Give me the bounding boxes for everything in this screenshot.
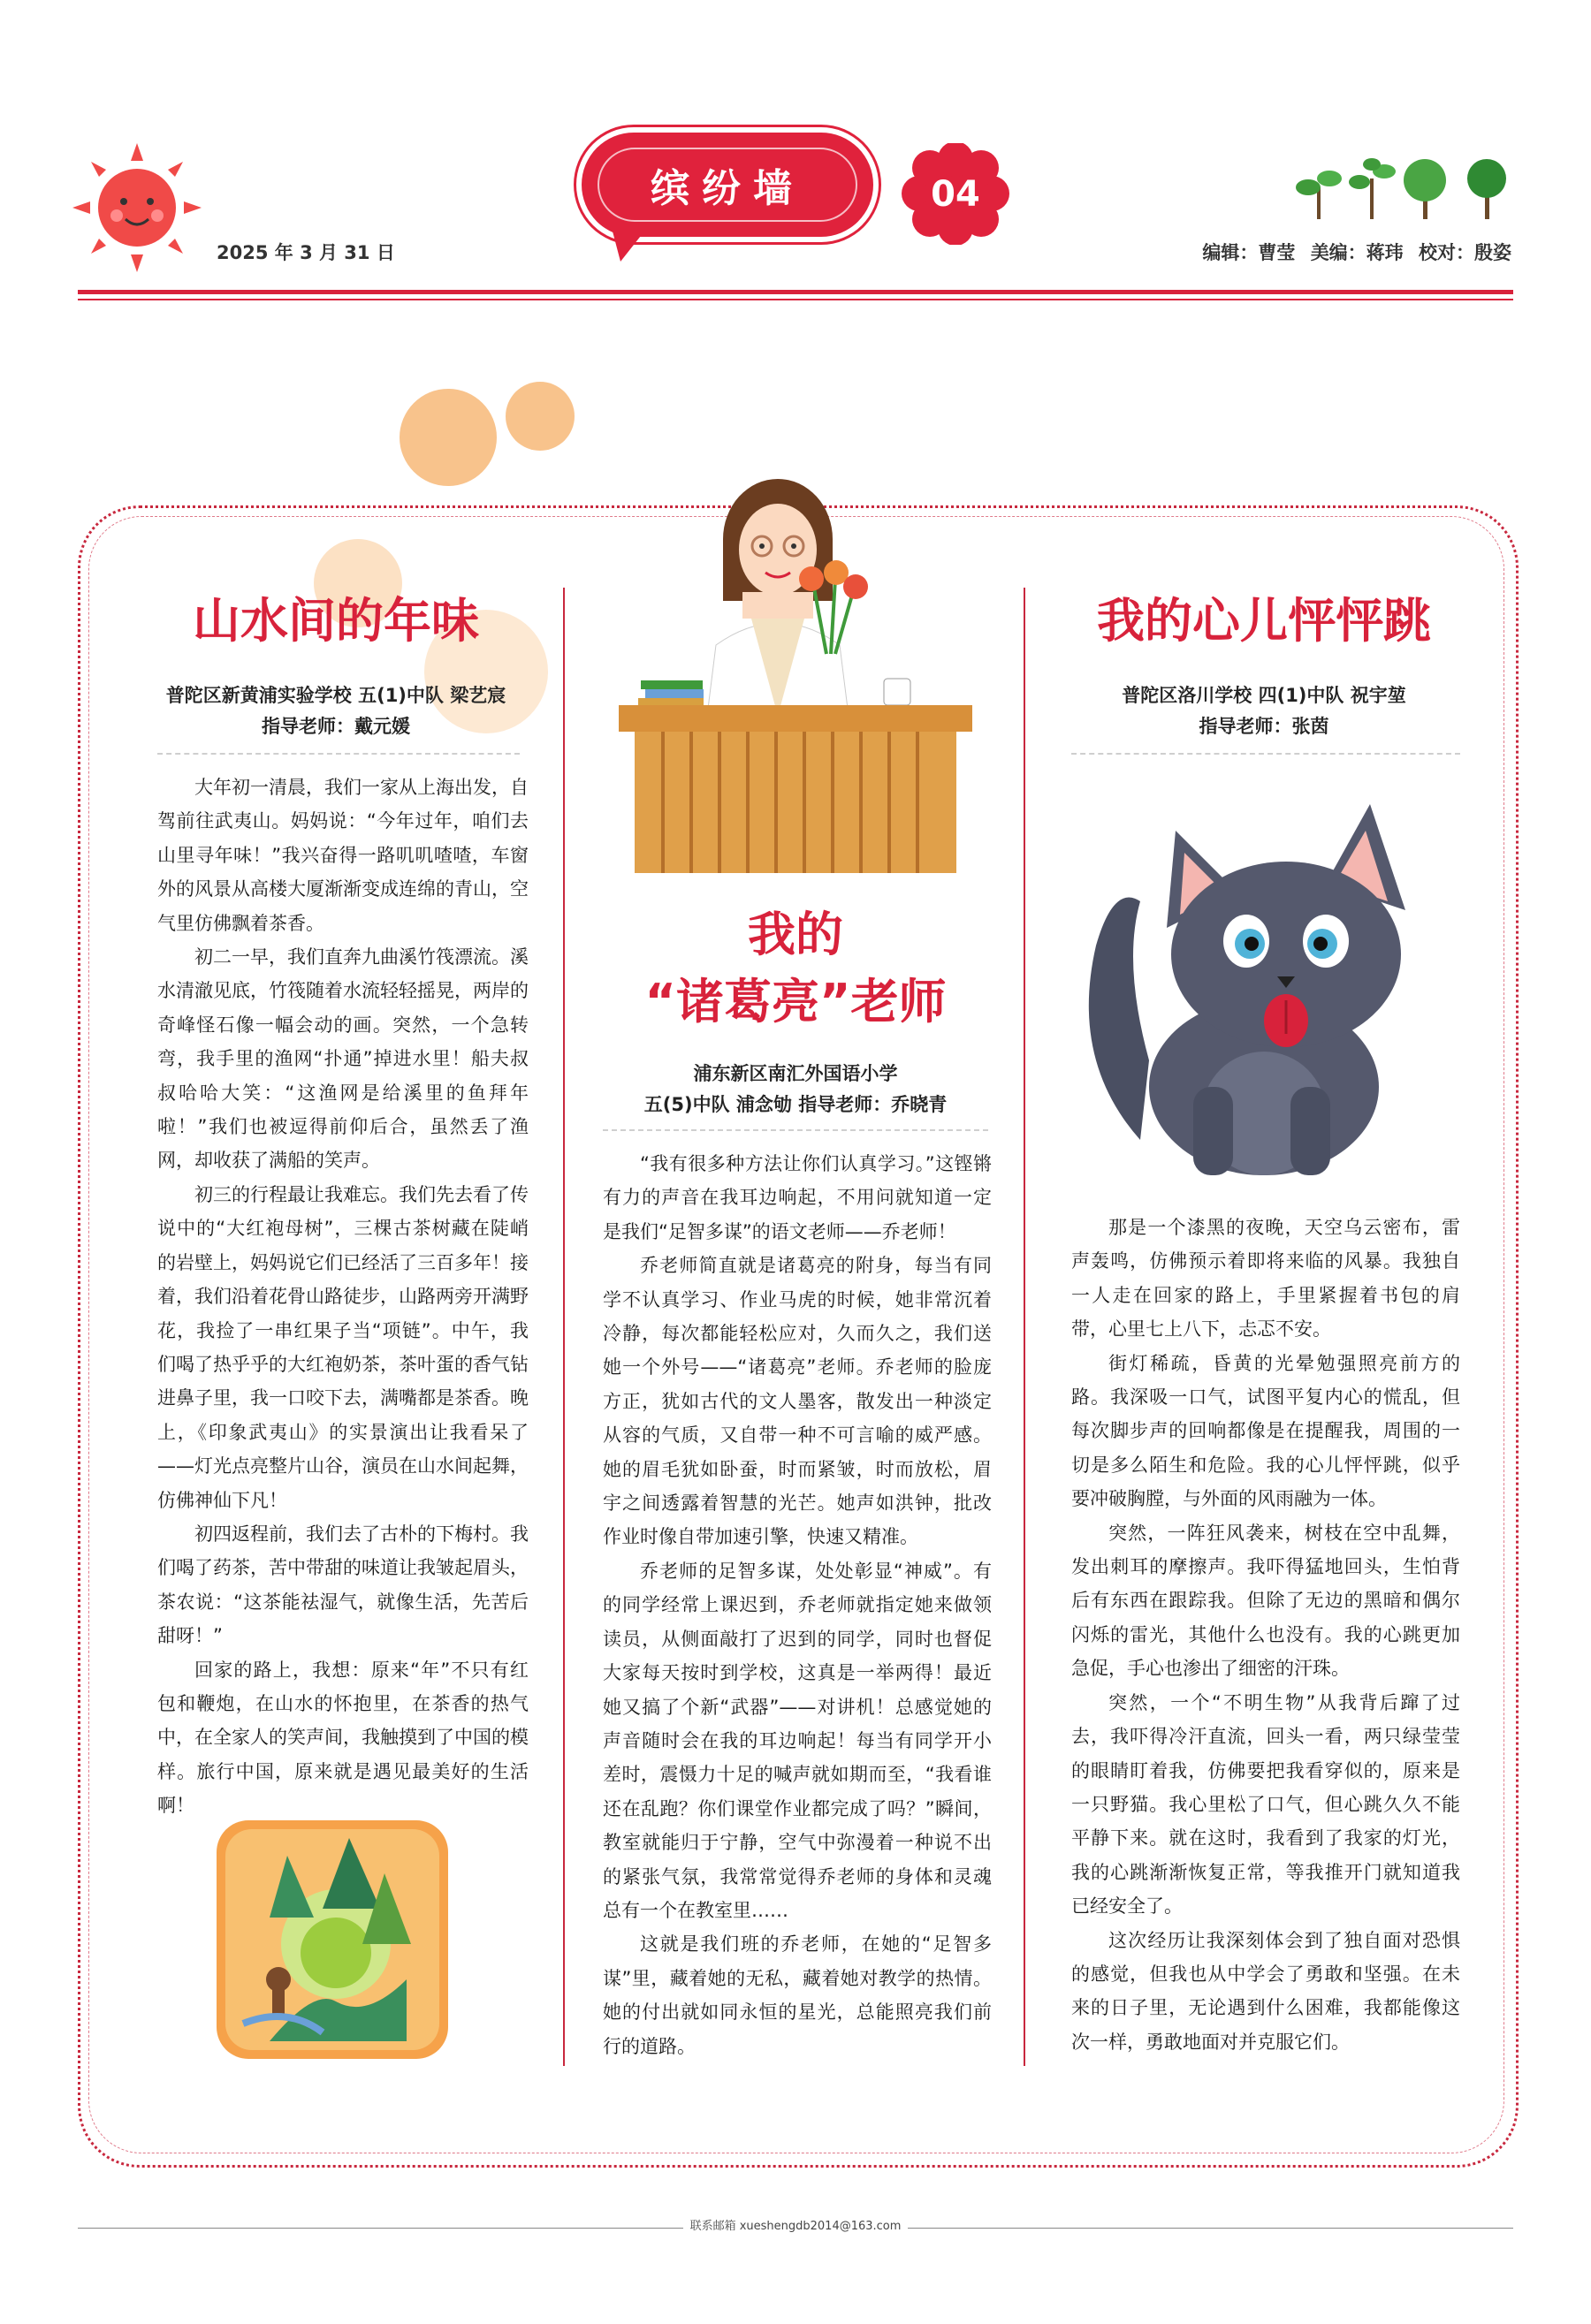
article-2-byline: [583, 1059, 1008, 1120]
article-3-byline: [1052, 680, 1476, 742]
contact-email: 联系邮箱 xueshengdb2014@163.com: [683, 2220, 909, 2233]
article-1-byline: [115, 680, 557, 742]
page-number: 04: [931, 173, 980, 215]
decor-circle: [506, 382, 575, 451]
article-3-body: [1071, 1211, 1460, 2059]
column-divider: [1024, 588, 1025, 2066]
sun-illustration: [71, 141, 203, 274]
article-2-paragraph: 这就是我们班的乔老师，在她的“足智多谋”里，藏着她的无私，藏着她对教学的热情。她的付出就如同永恒的星光，总能照亮我们前行的道路。: [603, 1933, 992, 2057]
article-1-paragraph: 初三的行程最让我难忘。我们先去看了传说中的“大红袍母树”，三棵古茶树藏在陡峭的岩壁上，妈妈说它们已经活了三百多年！接着，我们沿着花骨山路徒步，山路两旁开满野花，我捡了一串红果子当“项链”。中午，我们喝了热乎乎的大红袍奶茶，茶叶蛋的香气钻进鼻子里，我一口咬下去，满嘴都是茶香。晚上，《印象武夷山》的实景演出让我看呆了——灯光点亮整片山谷，演员在山水间起舞，仿佛神仙下凡！: [157, 1183, 529, 1511]
teacher-illustration: [610, 468, 981, 875]
section-title: 缤纷墙: [598, 148, 857, 222]
article-1-paragraph: 初四返程前，我们去了古朴的下梅村。我们喝了药茶，苦中带甜的味道让我皱起眉头，茶农说：“这茶能祛湿气，就像生活，先苦后甜呀！”: [157, 1523, 529, 1647]
byline-divider: [157, 753, 520, 755]
cat-illustration: [1061, 769, 1476, 1193]
article-1-paragraph: 回家的路上，我想：原来“年”不只有红包和鞭炮，在山水的怀抱里，在茶香的热气中，在全家人的笑声间，我触摸到了中国的模样。旅行中国，原来就是遇见最美好的生活啊！: [157, 1659, 529, 1817]
footer: [0, 2216, 1591, 2233]
article-2-school: 浦东新区南汇外国语小学: [693, 1063, 898, 1084]
article-3-school: 普陀区洛川学校 四(1)中队 祝宇堃: [1122, 685, 1406, 706]
header-rule: [78, 290, 1513, 294]
article-2-title-line-1: 我的: [748, 907, 843, 962]
issue-date: 2025 年 3 月 31 日: [217, 242, 395, 263]
article-2-body: [603, 1147, 992, 2063]
speech-tail-icon: [612, 228, 647, 263]
article-2-paragraph: “我有很多种方法让你们认真学习。”这铿锵有力的声音在我耳边响起，不用问就知道一定是我们“足智多谋”的语文老师——乔老师！: [603, 1153, 992, 1242]
article-3-teacher: 指导老师：张茵: [1199, 716, 1329, 737]
landscape-illustration: [217, 1820, 448, 2059]
decor-circle: [400, 389, 497, 486]
column-divider: [563, 588, 565, 2066]
article-1-school: 普陀区新黄浦实验学校 五(1)中队 梁艺宸: [165, 685, 506, 706]
article-1-body: [157, 771, 529, 1823]
article-2-teacher: 五(5)中队 浦念劬 指导老师：乔晓青: [643, 1094, 948, 1115]
article-3-paragraph: 街灯稀疏，昏黄的光晕勉强照亮前方的路。我深吸一口气，试图平复内心的慌乱，但每次脚步声的回响都像是在提醒我，周围的一切是多么陌生和危险。我的心儿怦怦跳，似乎要冲破胸膛，与外面的风雨融为一体。: [1071, 1352, 1460, 1510]
article-1-paragraph: 初二一早，我们直奔九曲溪竹筏漂流。溪水清澈见底，竹筏随着水流轻轻摇晃，两岸的奇峰怪石像一幅会动的画。突然，一个急转弯，我手里的渔网“扑通”掉进水里！船夫叔叔哈哈大笑：“这渔网是给溪里的鱼拜年啦！”我们也被逗得前仰后合，虽然丢了渔网，却收获了满船的笑声。: [157, 946, 529, 1172]
byline-divider: [603, 1129, 988, 1131]
article-3-title: 我的心儿怦怦跳: [1097, 593, 1431, 649]
article-2-title: [583, 901, 1008, 1036]
section-title-badge: [582, 133, 873, 237]
trees-illustration: [1292, 152, 1513, 223]
byline-divider: [1071, 753, 1460, 755]
article-1-title: 山水间的年味: [193, 593, 479, 649]
article-2-title-line-2: “诸葛亮”老师: [644, 974, 947, 1029]
proofreader-credit: 校对：殷姿: [1419, 242, 1511, 263]
article-3-paragraph: 这次经历让我深刻体会到了独自面对恐惧的感觉，但我也从中学会了勇敢和坚强。在未来的日子里，无论遇到什么困难，我都能像这次一样，勇敢地面对并克服它们。: [1071, 1929, 1460, 2053]
article-1-teacher: 指导老师：戴元媛: [262, 716, 410, 737]
art-editor-credit: 美编：蒋玮: [1310, 242, 1404, 263]
article-1-paragraph: 大年初一清晨，我们一家从上海出发，自驾前往武夷山。妈妈说：“今年过年，咱们去山里寻年味！”我兴奋得一路叽叽喳喳，车窗外的风景从高楼大厦渐渐变成连绵的青山，空气里仿佛飘着茶香。: [157, 777, 529, 934]
editorial-credits: [1193, 239, 1511, 265]
editor-credit: 编辑：曹莹: [1202, 242, 1296, 263]
article-3-paragraph: 那是一个漆黑的夜晚，天空乌云密布，雷声轰鸣，仿佛预示着即将来临的风暴。我独自一人走在回家的路上，手里紧握着书包的肩带，心里七上八下，忐忑不安。: [1071, 1217, 1460, 1340]
article-2-paragraph: 乔老师简直就是诸葛亮的附身，每当有同学不认真学习、作业马虎的时候，她非常沉着冷静，每次都能轻松应对，久而久之，我们送她一个外号——“诸葛亮”老师。乔老师的脸庞方正，犹如古代的文人墨客，散发出一种淡定从容的气质，又自带一种不可言喻的威严感。她的眉毛犹如卧蚕，时而紧皱，时而放松，眉宇之间透露着智慧的光芒。她声如洪钟，批改作业时像自带加速引擎，快速又精准。: [603, 1255, 992, 1548]
article-2-paragraph: 乔老师的足智多谋，处处彰显“神威”。有的同学经常上课迟到，乔老师就指定她来做领读员，从侧面敲打了迟到的同学，同时也督促大家每天按时到学校，这真是一举两得！最近她又搞了个新“武器”——对讲机！总感觉她的声音随时会在我的耳边响起！每当有同学开小差时，震慑力十足的喊声就如期而至，“我看谁还在乱跑？你们课堂作业都完成了吗？”瞬间，教室就能归于宁静，空气中弥漫着一种说不出的紧张气氛，我常常觉得乔老师的身体和灵魂总有一个在教室里……: [603, 1560, 992, 1921]
article-3-paragraph: 突然，一个“不明生物”从我背后蹿了过去，我吓得冷汗直流，回头一看，两只绿莹莹的眼睛盯着我，仿佛要把我看穿似的，原来是一只野猫。我心里松了口气，但心跳久久不能平静下来。就在这时，我看到了我家的灯光，我的心跳渐渐恢复正常，等我推开门就知道我已经安全了。: [1071, 1691, 1460, 1918]
article-3-paragraph: 突然，一阵狂风袭来，树枝在空中乱舞，发出刺耳的摩擦声。我吓得猛地回头，生怕背后有东西在跟踪我。但除了无边的黑暗和偶尔闪烁的雷光，其他什么也没有。我的心跳更加急促，手心也渗出了细密的汗珠。: [1071, 1522, 1460, 1680]
header-rule-thin: [78, 299, 1513, 300]
